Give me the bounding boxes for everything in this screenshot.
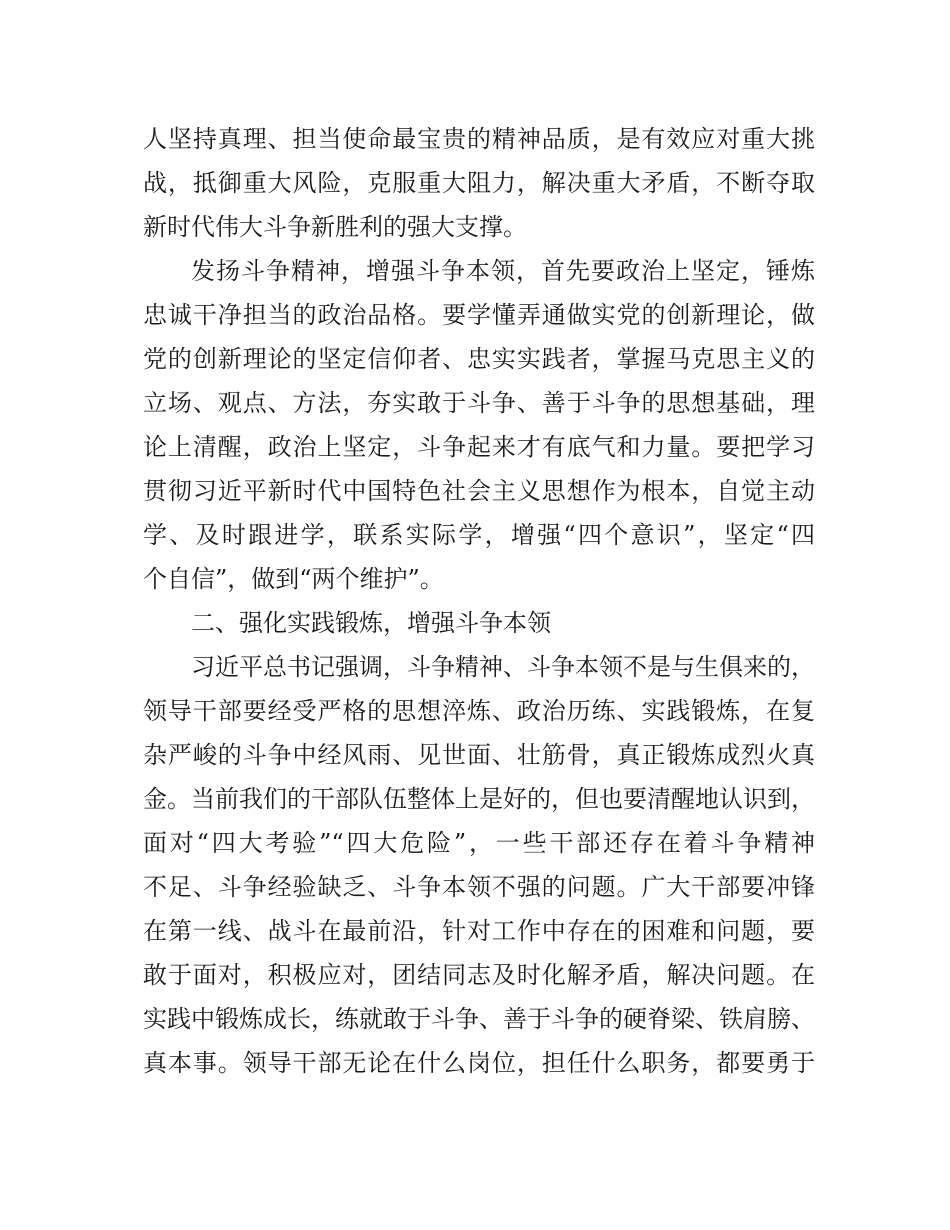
text-line: 实践中锻炼成长，练就敢于斗争、善于斗争的硬脊梁、铁肩膀、 <box>143 1005 815 1033</box>
text-line: 个自信”，做到“两个维护”。 <box>143 565 444 593</box>
body-text <box>143 117 815 1085</box>
text-line: 真本事。领导干部无论在什么岗位，担任什么职务，都要勇于 <box>143 1049 815 1077</box>
text-line: 敢于面对，积极应对，团结同志及时化解矛盾，解决问题。在 <box>143 961 815 989</box>
text-line: 忠诚干净担当的政治品格。要学懂弄通做实党的创新理论，做 <box>143 301 815 329</box>
text-line: 贯彻习近平新时代中国特色社会主义思想作为根本，自觉主动 <box>143 477 815 505</box>
text-line: 在第一线、战斗在最前沿，针对工作中存在的困难和问题，要 <box>143 917 815 945</box>
text-line: 金。当前我们的干部队伍整体上是好的，但也要清醒地认识到， <box>143 785 815 813</box>
text-line: 领导干部要经受严格的思想淬炼、政治历练、实践锻炼，在复 <box>143 697 815 725</box>
text-line: 论上清醒，政治上坚定，斗争起来才有底气和力量。要把学习 <box>143 433 815 461</box>
text-line: 发扬斗争精神，增强斗争本领，首先要政治上坚定，锤炼 <box>191 257 815 285</box>
text-line: 不足、斗争经验缺乏、斗争本领不强的问题。广大干部要冲锋 <box>143 873 815 901</box>
text-line: 面对“四大考验”“四大危险”，一些干部还存在着斗争精神 <box>143 829 815 857</box>
text-line: 战，抵御重大风险，克服重大阻力，解决重大矛盾，不断夺取 <box>143 169 815 197</box>
text-line: 党的创新理论的坚定信仰者、忠实实践者，掌握马克思主义的 <box>143 345 815 373</box>
text-line: 立场、观点、方法，夯实敢于斗争、善于斗争的思想基础，理 <box>143 389 815 417</box>
text-line: 学、及时跟进学，联系实际学，增强“四个意识”，坚定“四 <box>143 521 815 549</box>
text-line: 人坚持真理、担当使命最宝贵的精神品质，是有效应对重大挑 <box>143 125 815 153</box>
text-line: 新时代伟大斗争新胜利的强大支撑。 <box>143 213 527 241</box>
text-line: 杂严峻的斗争中经风雨、见世面、壮筋骨，真正锻炼成烈火真 <box>143 741 815 769</box>
text-line: 习近平总书记强调，斗争精神、斗争本领不是与生俱来的， <box>191 653 815 681</box>
text-line: 二、强化实践锻炼，增强斗争本领 <box>191 609 551 637</box>
